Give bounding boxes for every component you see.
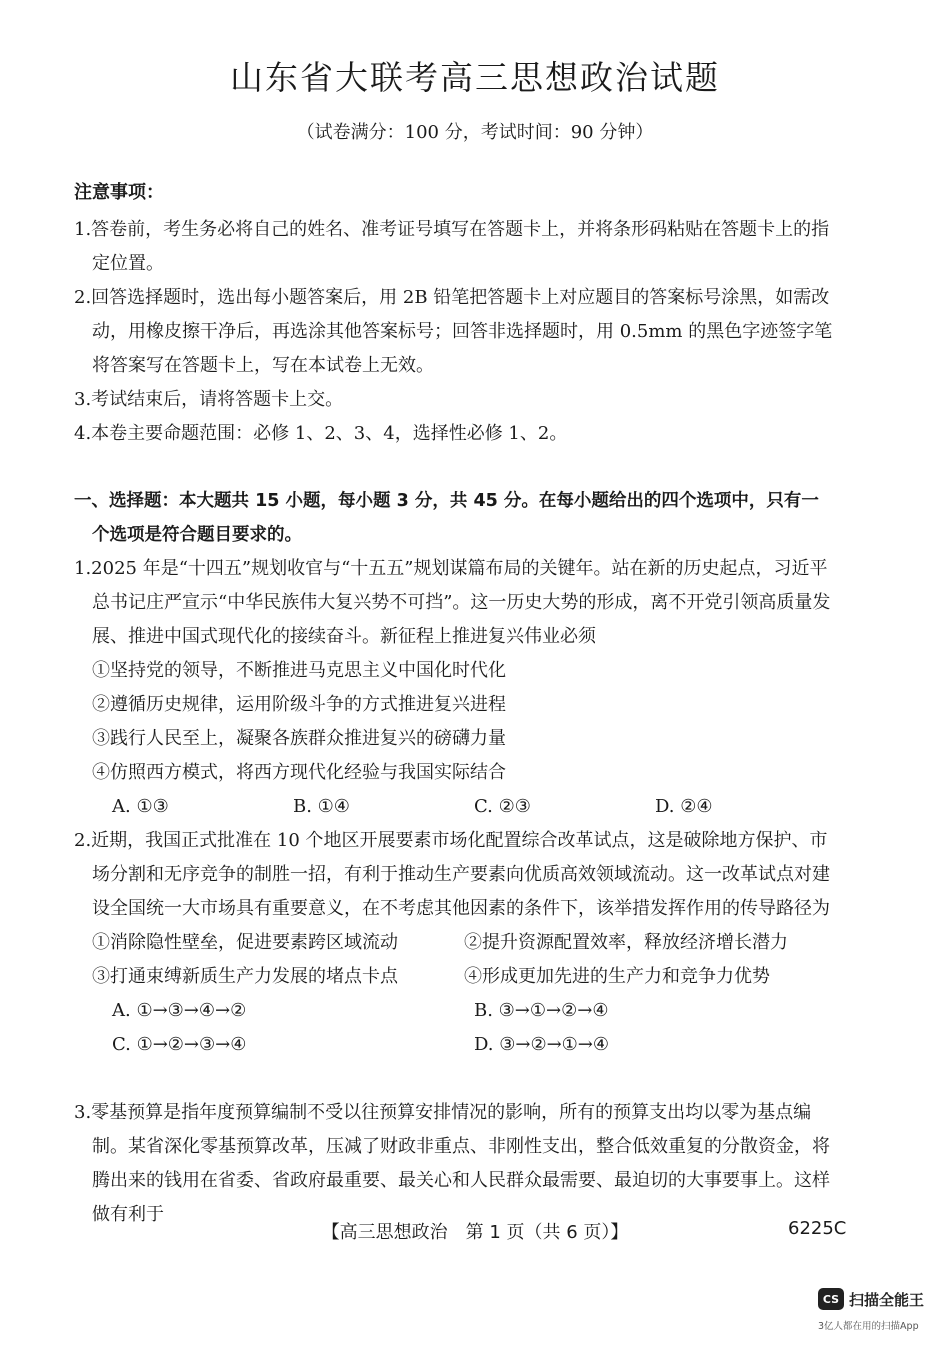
note-item: 2.回答选择题时，选出每小题答案后，用 2B 铅笔把答题卡上对应题目的答案标号涂黑，如需改动，用橡皮擦干净后，再选涂其他答案标号；回答非选择题时，用 0.5mm 的黑色字迹签字笔将答案写在答题卡上，写在本试卷上无效。 <box>74 287 833 376</box>
answer-choices <box>74 790 836 824</box>
notes-heading: 注意事项： <box>74 182 164 203</box>
scanner-watermark <box>818 1288 924 1310</box>
question-stem: 1.2025 年是“十四五”规划收官与“十五五”规划谋篇布局的关键年。站在新的历史起点，习近平总书记庄严宣示“中华民族伟大复兴势不可挡”。这一历史大势的形成，离不开党引领高质量发展、推进中国式现代化的接续奋斗。新征程上推进复兴伟业必须 <box>74 558 831 647</box>
watermark-name: 扫描全能王 <box>849 1290 925 1309</box>
statement: ①消除隐性壁垒，促进要素跨区域流动 <box>92 932 398 953</box>
statement-row <box>74 926 836 960</box>
choice-a[interactable]: A. ①→③→④→② <box>112 1000 247 1021</box>
choice-c[interactable]: C. ②③ <box>474 796 531 817</box>
statement: ④仿照西方模式，将西方现代化经验与我国实际结合 <box>92 762 506 783</box>
choice-b[interactable]: B. ③→①→②→④ <box>474 1000 609 1021</box>
page-footer: 【高三思想政治 第 1 页（共 6 页）】 <box>321 1222 629 1243</box>
watermark-tagline: 3亿人都在用的扫描App <box>818 1321 919 1332</box>
note-item: 3.考试结束后，请将答题卡上交。 <box>74 389 344 410</box>
question-2 <box>74 824 836 1062</box>
notes-list <box>74 213 836 451</box>
exam-subtitle: （试卷满分：100 分，考试时间：90 分钟） <box>296 122 654 143</box>
choice-a[interactable]: A. ①③ <box>112 796 169 817</box>
choice-c[interactable]: C. ①→②→③→④ <box>112 1034 247 1055</box>
statement: ④形成更加先进的生产力和竞争力优势 <box>464 966 770 987</box>
section-heading <box>74 484 836 552</box>
statement-row <box>74 960 836 994</box>
section-heading-text: 一、选择题：本大题共 15 小题，每小题 3 分，共 45 分。在每小题给出的四个选项中，只有一个选项是符合题目要求的。 <box>74 491 819 545</box>
statement: ②提升资源配置效率，释放经济增长潜力 <box>464 932 788 953</box>
answer-choices-row <box>74 994 836 1028</box>
statement: ③践行人民至上，凝聚各族群众推进复兴的磅礴力量 <box>92 728 506 749</box>
choice-d[interactable]: D. ②④ <box>655 796 713 817</box>
statement: ②遵循历史规律，运用阶级斗争的方式推进复兴进程 <box>92 694 506 715</box>
camscanner-logo-icon: CS <box>818 1288 844 1310</box>
question-stem: 3.零基预算是指年度预算编制不受以往预算安排情况的影响，所有的预算支出均以零为基点编制。某省深化零基预算改革，压减了财政非重点、非刚性支出，整合低效重复的分散资金，将腾出来的钱用在省委、省政府最重要、最关心和人民群众最需要、最迫切的大事要事上。这样做有利于 <box>74 1102 830 1225</box>
question-3 <box>74 1096 836 1232</box>
question-1 <box>74 552 836 824</box>
statement: ①坚持党的领导，不断推进马克思主义中国化时代化 <box>92 660 506 681</box>
statement: ③打通束缚新质生产力发展的堵点卡点 <box>92 966 398 987</box>
paper-code: 6225C <box>788 1218 847 1239</box>
note-item: 4.本卷主要命题范围：必修 1、2、3、4，选择性必修 1、2。 <box>74 423 568 444</box>
answer-choices-row <box>74 1028 836 1062</box>
note-item: 1.答卷前，考生务必将自己的姓名、准考证号填写在答题卡上，并将条形码粘贴在答题卡上的指定位置。 <box>74 219 830 274</box>
question-stem: 2.近期，我国正式批准在 10 个地区开展要素市场化配置综合改革试点，这是破除地方保护、市场分割和无序竞争的制胜一招，有利于推动生产要素向优质高效领域流动。这一改革试点对建设全国统一大市场具有重要意义，在不考虑其他因素的条件下，该举措发挥作用的传导路径为 <box>74 830 830 919</box>
choice-d[interactable]: D. ③→②→①→④ <box>474 1034 610 1055</box>
exam-title: 山东省大联考高三思想政治试题 <box>230 58 720 97</box>
choice-b[interactable]: B. ①④ <box>293 796 350 817</box>
